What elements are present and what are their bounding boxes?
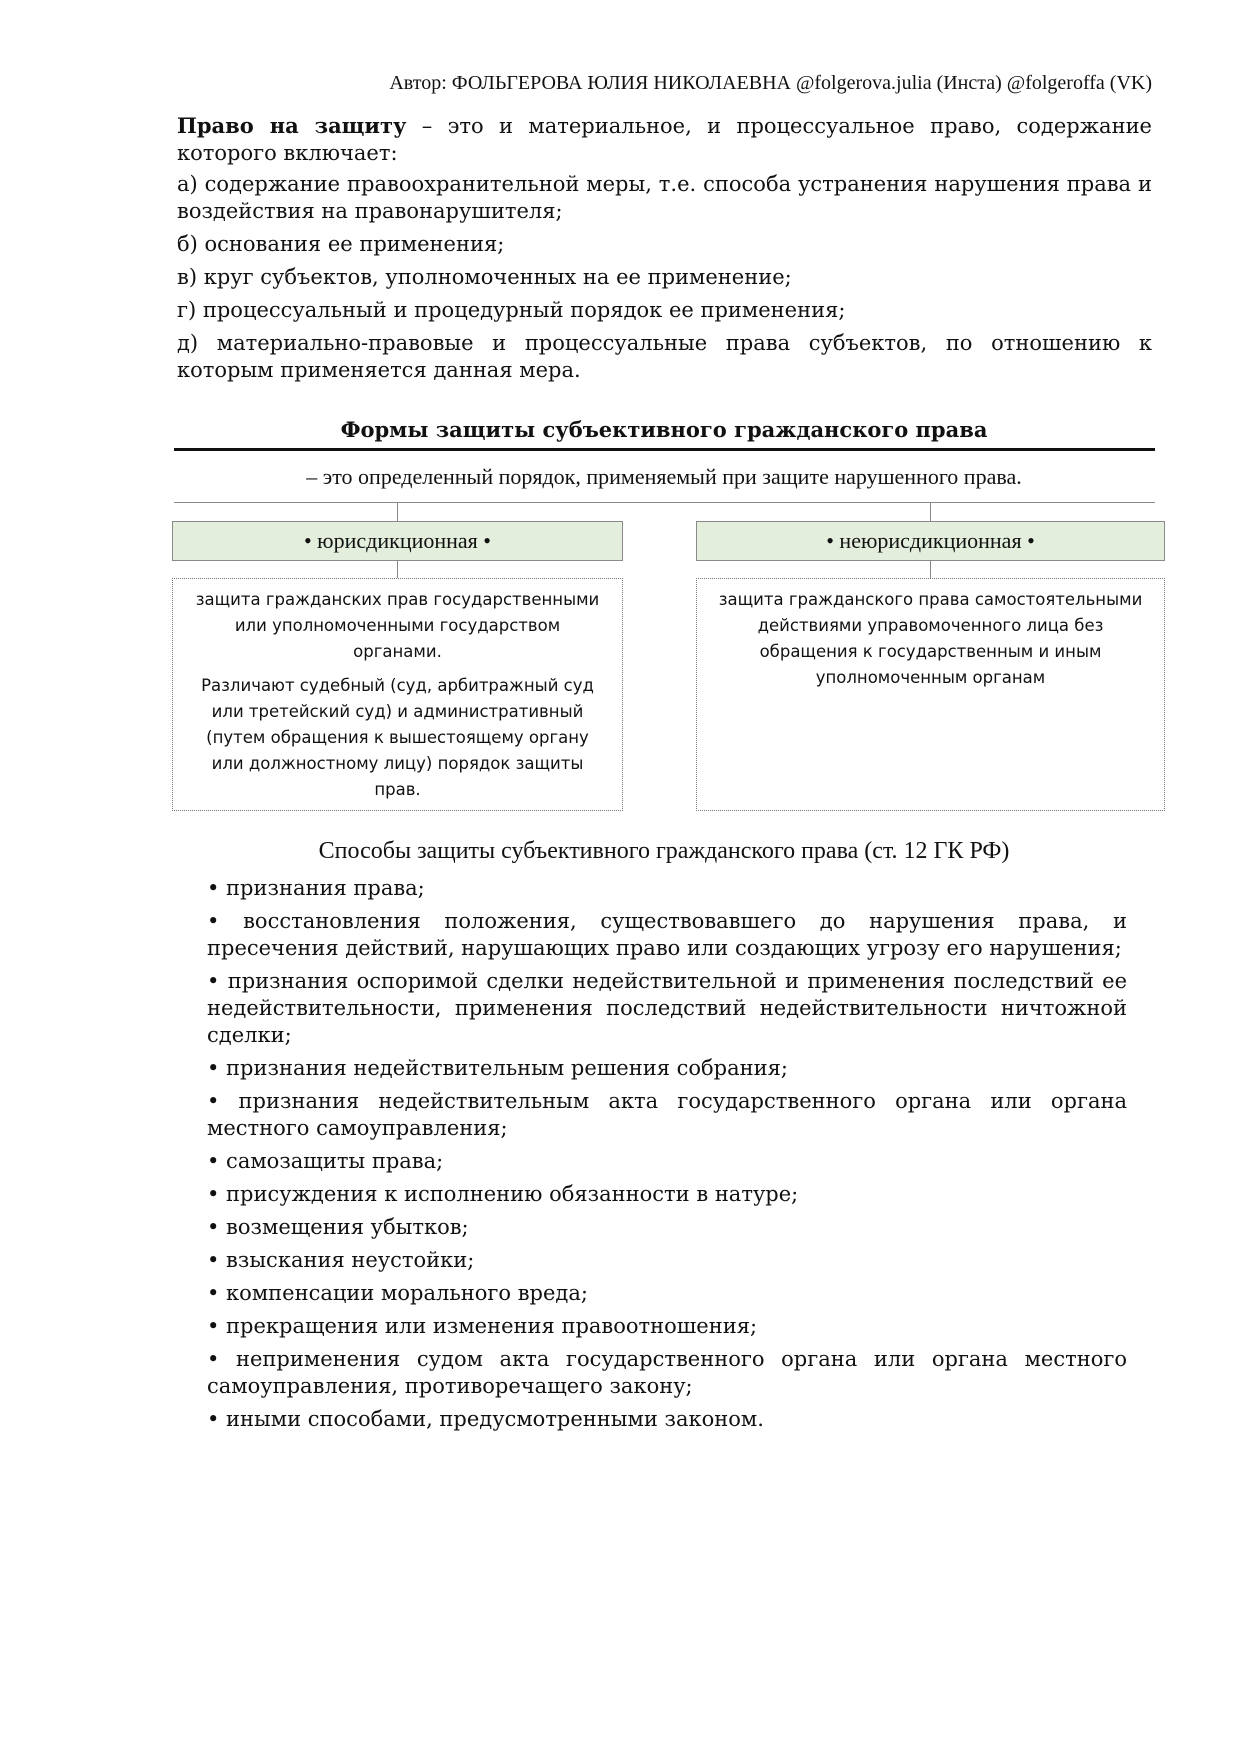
nonjurisdictional-desc: защита гражданского права самостоятельными действиями управомоченного лица без обращения к государственным и иным уполномоченным органам — [718, 590, 1143, 687]
forms-branch-line — [174, 502, 1155, 503]
ways-list-item: • иными способами, предусмотренными законом. — [207, 1407, 764, 1431]
ways-list-item: • компенсации морального вреда; — [207, 1281, 588, 1305]
intro-term: Право на защиту — [177, 113, 407, 138]
form-jurisdictional-box — [172, 578, 623, 811]
intro-item-e: д) материально-правовые и процессуальные права субъектов, по отношению к которым применяется данная мера. — [177, 331, 1152, 382]
intro-item-b: б) основания ее применения; — [177, 232, 505, 256]
ways-list-item: • признания недействительным акта государственного органа или органа местного самоуправления; — [207, 1089, 1127, 1140]
jurisdictional-kinds: Различают судебный (суд, арбитражный суд или третейский суд) и административный (путем обращения к вышестоящему органу или должностному лицу) порядок защиты прав. — [201, 676, 594, 799]
ways-list-item: • признания права; — [207, 876, 425, 900]
forms-definition: – это определенный порядок, применяемый при защите нарушенного права. — [306, 464, 1022, 489]
form-jurisdictional-header: • юрисдикционная • — [172, 521, 623, 561]
ways-list — [207, 875, 1127, 1439]
ways-list-item: • возмещения убытков; — [207, 1215, 469, 1239]
ways-list-item: • самозащиты права; — [207, 1149, 444, 1173]
intro-definition: – это и материальное, и процессуальное право, содержание которого включает: — [177, 114, 1152, 165]
intro-paragraph — [177, 112, 1152, 167]
intro-item-a: а) содержание правоохранительной меры, т.е. способа устранения нарушения права и воздействия на правонарушителя; — [177, 172, 1152, 223]
ways-list-item: • прекращения или изменения правоотношения; — [207, 1314, 758, 1338]
connector-right-bottom — [930, 561, 931, 578]
ways-list-item: • восстановления положения, существовавшего до нарушения права, и пресечения действий, нарушающих право или создающих угрозу его нарушения; — [207, 909, 1127, 960]
author-line: Автор: ФОЛЬГЕРОВА ЮЛИЯ НИКОЛАЕВНА @folgerova.julia (Инста) @folgeroffa (VK) — [389, 72, 1152, 94]
forms-title: Формы защиты субъективного гражданского права — [340, 417, 988, 442]
forms-title-rule — [174, 448, 1155, 451]
ways-list-item: • присуждения к исполнению обязанности в натуре; — [207, 1182, 799, 1206]
ways-list-item: • взыскания неустойки; — [207, 1248, 475, 1272]
connector-right-top — [930, 502, 931, 521]
ways-list-item: • признания недействительным решения собрания; — [207, 1056, 788, 1080]
ways-list-item: • неприменения судом акта государственного органа или органа местного самоуправления, противоречащего закону; — [207, 1347, 1127, 1398]
ways-title: Способы защиты субъективного гражданского права (ст. 12 ГК РФ) — [318, 838, 1010, 864]
intro-item-c: в) круг субъектов, уполномоченных на ее применение; — [177, 265, 792, 289]
jurisdictional-desc: защита гражданских прав государственными или уполномоченными государством органами. — [195, 590, 600, 661]
form-nonjurisdictional-header: • неюрисдикционная • — [696, 521, 1165, 561]
form-nonjurisdictional-box — [696, 578, 1165, 811]
ways-list-item: • признания оспоримой сделки недействительной и применения последствий ее недействительности, применения последствий недействительности ничтожной сделки; — [207, 969, 1127, 1047]
intro-item-d: г) процессуальный и процедурный порядок ее применения; — [177, 298, 846, 322]
connector-left-bottom — [397, 561, 398, 578]
connector-left-top — [397, 502, 398, 521]
